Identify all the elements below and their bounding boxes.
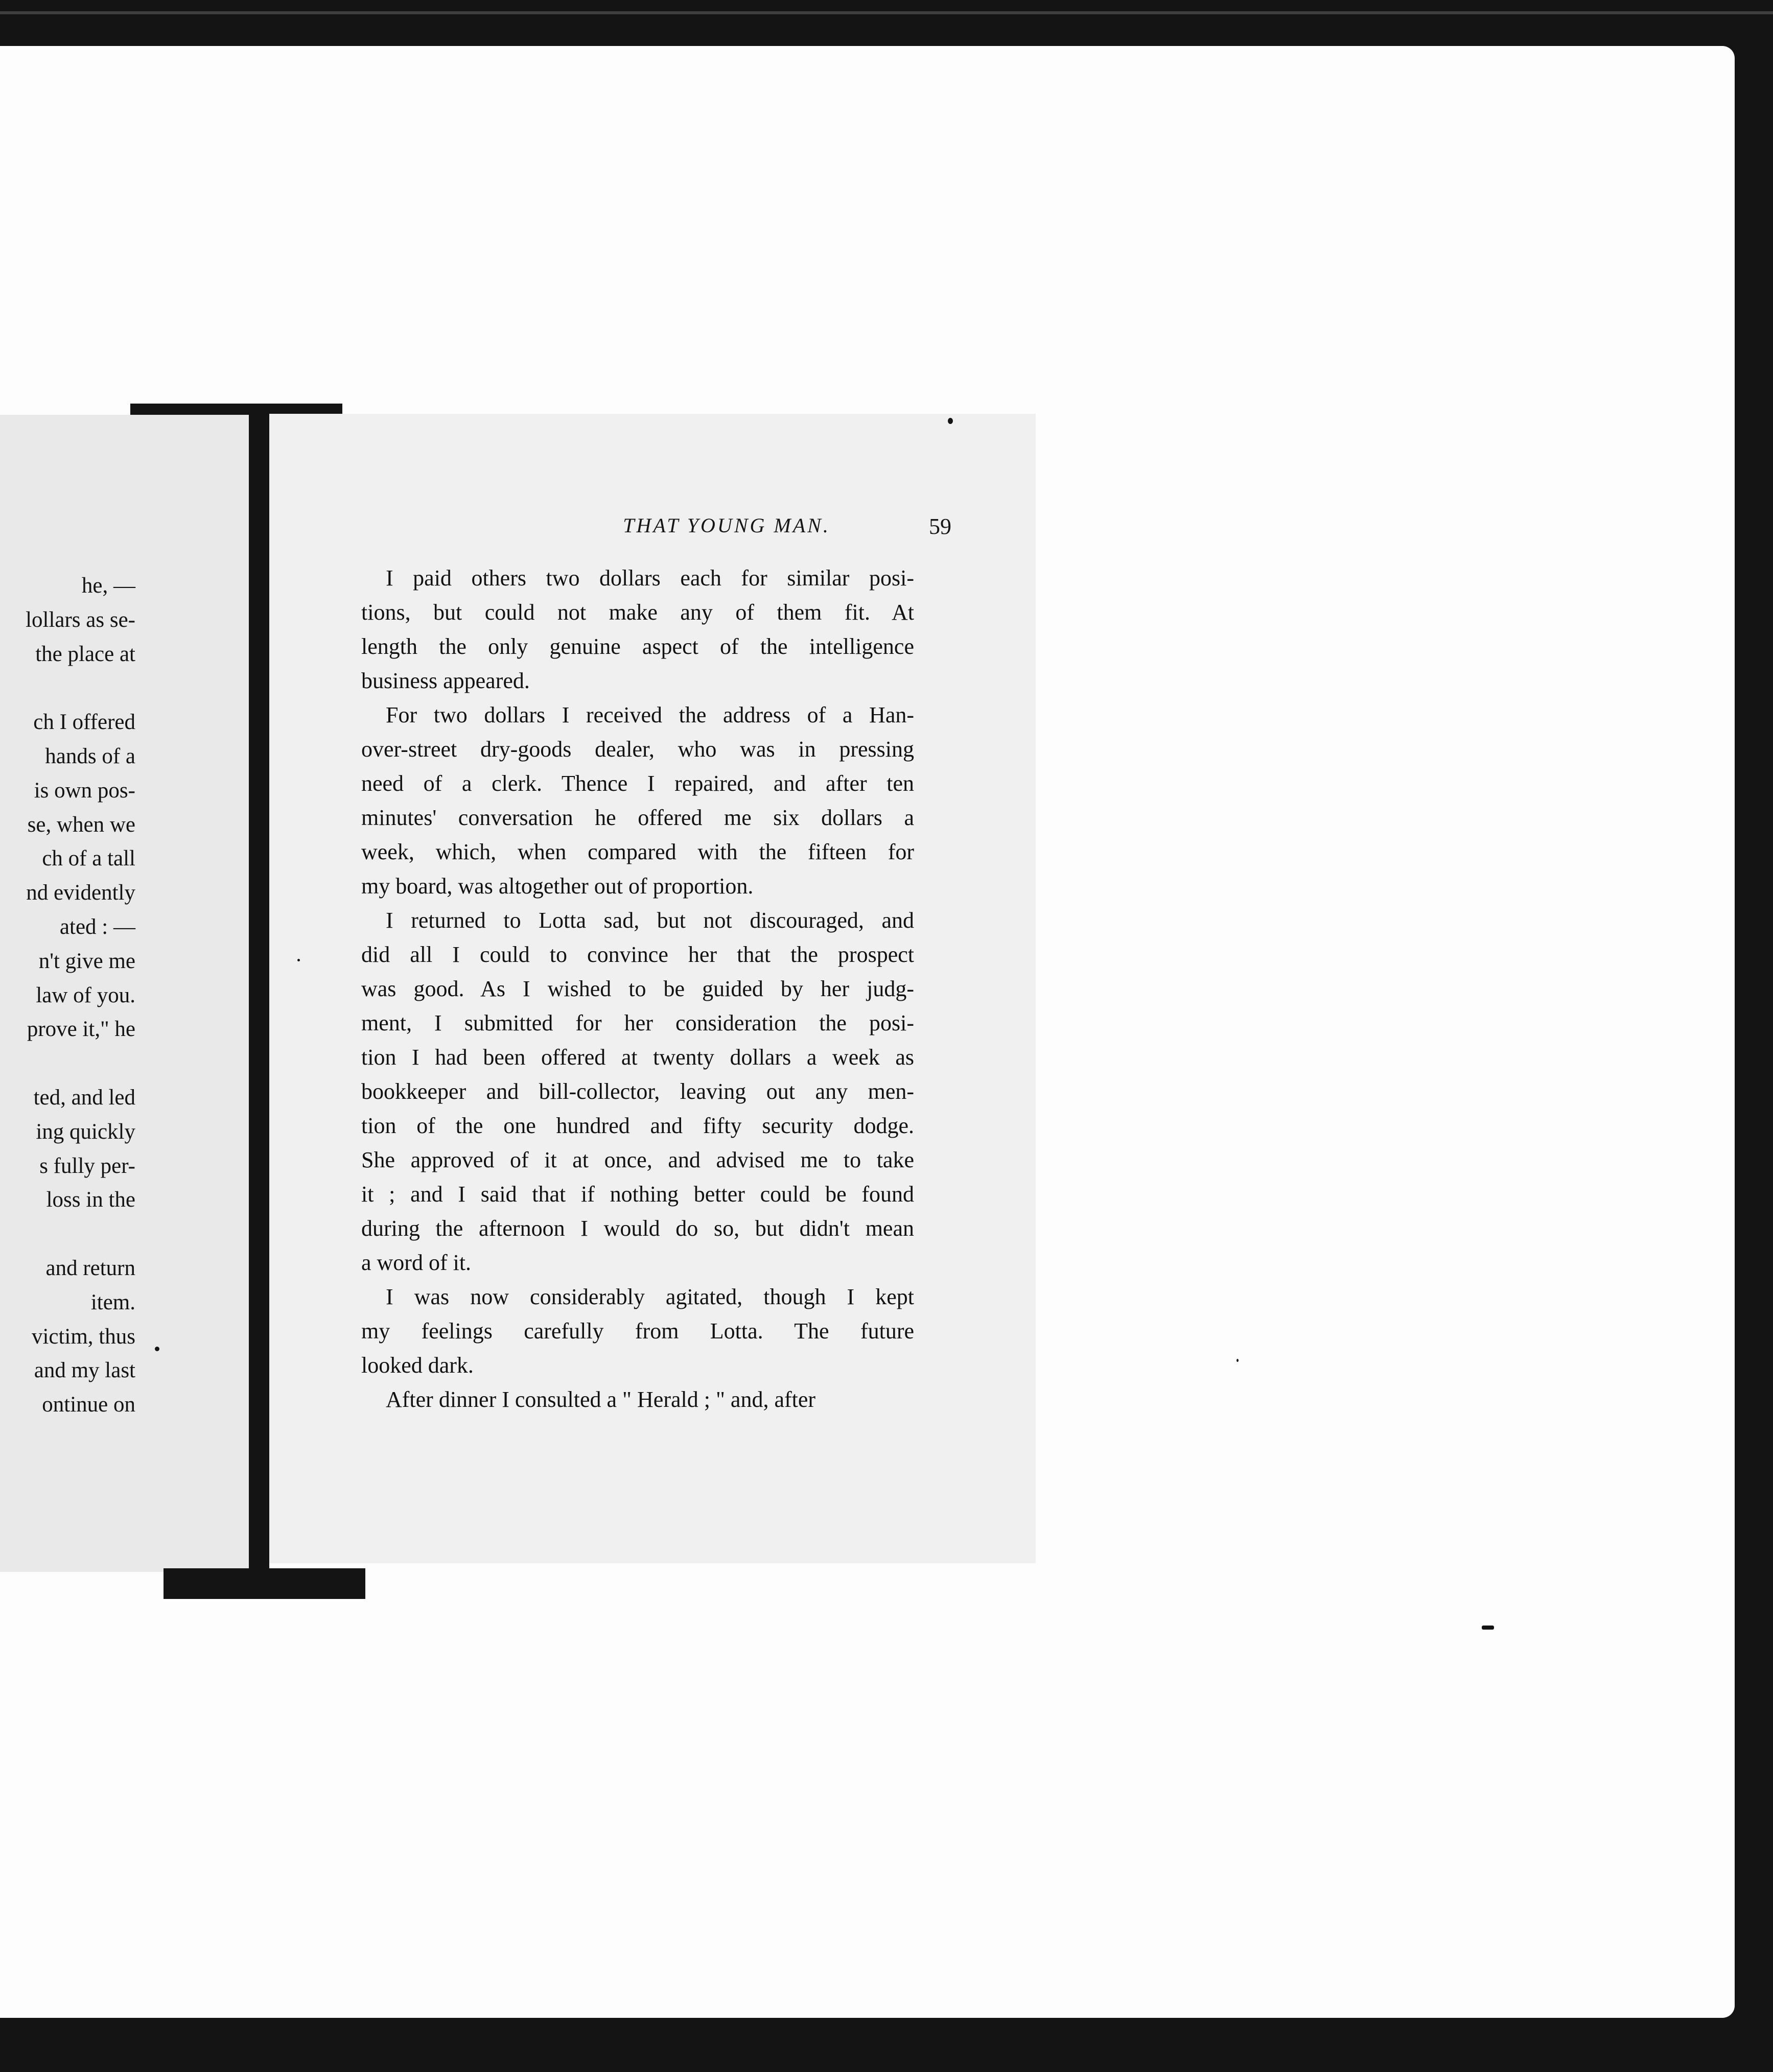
text-line: bookkeeper and bill-collector, leaving out any men- [361,1079,914,1104]
left-page-text-line: ing quickly [36,1119,135,1144]
left-facing-page [0,415,251,1572]
text-line: my feelings carefully from Lotta. The future [361,1318,914,1344]
left-page-text-line: item. [90,1290,135,1314]
text-line: a word of it. [361,1250,472,1275]
text-line: minutes' conversation he offered me six dollars a [361,805,914,830]
left-page-text-line [0,671,135,705]
left-page-text-line: se, when we [27,812,135,837]
text-line: was good. As I wished to be guided by her judg- [361,976,914,1001]
text-line: After dinner I consulted a " Herald ; " and, after [386,1387,816,1412]
text-line: my board, was altogether out of proportion. [361,874,754,899]
left-page-text-line: nd evidently [26,881,135,905]
left-page-text-line: ch of a tall [42,846,135,871]
binding-clamp-top [130,404,342,415]
text-line: week, which, when compared with the fifteen for [361,839,914,864]
film-edge-strip [0,11,1773,14]
text-line: I returned to Lotta sad, but not discouraged, and [386,908,914,933]
left-page-text-line [0,1047,135,1081]
text-line: I was now considerably agitated, though I kept [386,1284,914,1309]
dust-speck [1237,1359,1239,1362]
text-line: tion I had been offered at twenty dollars a week as [361,1045,914,1070]
left-page-text-line: lollars as se- [26,607,135,632]
left-page-text-line: the place at [35,642,135,666]
text-line: ment, I submitted for her consideration the posi- [361,1010,914,1035]
text-line: length the only genuine aspect of the intelligence [361,634,914,659]
left-page-text-line: is own pos- [34,778,135,803]
text-line: did all I could to convince her that the prospect [361,942,914,967]
left-page-text-line: and my last [34,1358,135,1383]
left-page-text-line: ted, and led [33,1085,135,1110]
page-body-text [361,561,1005,1417]
text-line: it ; and I said that if nothing better could be found [361,1182,914,1207]
right-page [269,414,1036,1563]
binding-clamp-bottom [164,1568,365,1599]
left-page-text-line: n't give me [38,949,135,973]
left-page-text-line [0,1217,135,1252]
left-page-text-line: ated : — [59,914,135,939]
dust-speck [297,959,300,961]
left-page-text [0,569,135,1422]
left-page-text-line: and return [45,1256,135,1280]
text-line: over-street dry-goods dealer, who was in pressing [361,737,914,762]
left-page-text-line: hands of a [45,744,135,768]
text-line: For two dollars I received the address of a Han- [386,702,914,727]
running-head: THAT YOUNG MAN. [623,514,830,537]
left-page-text-line: law of you. [36,983,135,1007]
text-line: tion of the one hundred and fifty security dodge. [361,1113,914,1138]
dust-speck [1482,1626,1494,1630]
text-line: looked dark. [361,1353,474,1378]
page-number: 59 [929,514,951,539]
binding-spine [249,409,269,1568]
left-page-text-line: s fully per- [39,1153,135,1178]
text-line: during the afternoon I would do so, but didn't mean [361,1216,914,1241]
text-line: tions, but could not make any of them fit. At [361,600,914,625]
text-line: I paid others two dollars each for similar posi- [386,566,914,591]
text-line: She approved of it at once, and advised me to take [361,1147,914,1172]
text-line: business appeared. [361,668,530,693]
left-page-text-line: prove it," he [27,1017,135,1042]
text-line: need of a clerk. Thence I repaired, and after ten [361,771,914,796]
left-page-text-line: he, — [81,574,135,598]
dust-speck [155,1347,159,1351]
left-page-text-line: ch I offered [33,710,135,735]
left-page-text-line: loss in the [46,1188,135,1212]
left-page-text-line: ontinue on [42,1393,135,1417]
dust-speck [948,418,953,424]
left-page-text-line: victim, thus [31,1324,135,1349]
